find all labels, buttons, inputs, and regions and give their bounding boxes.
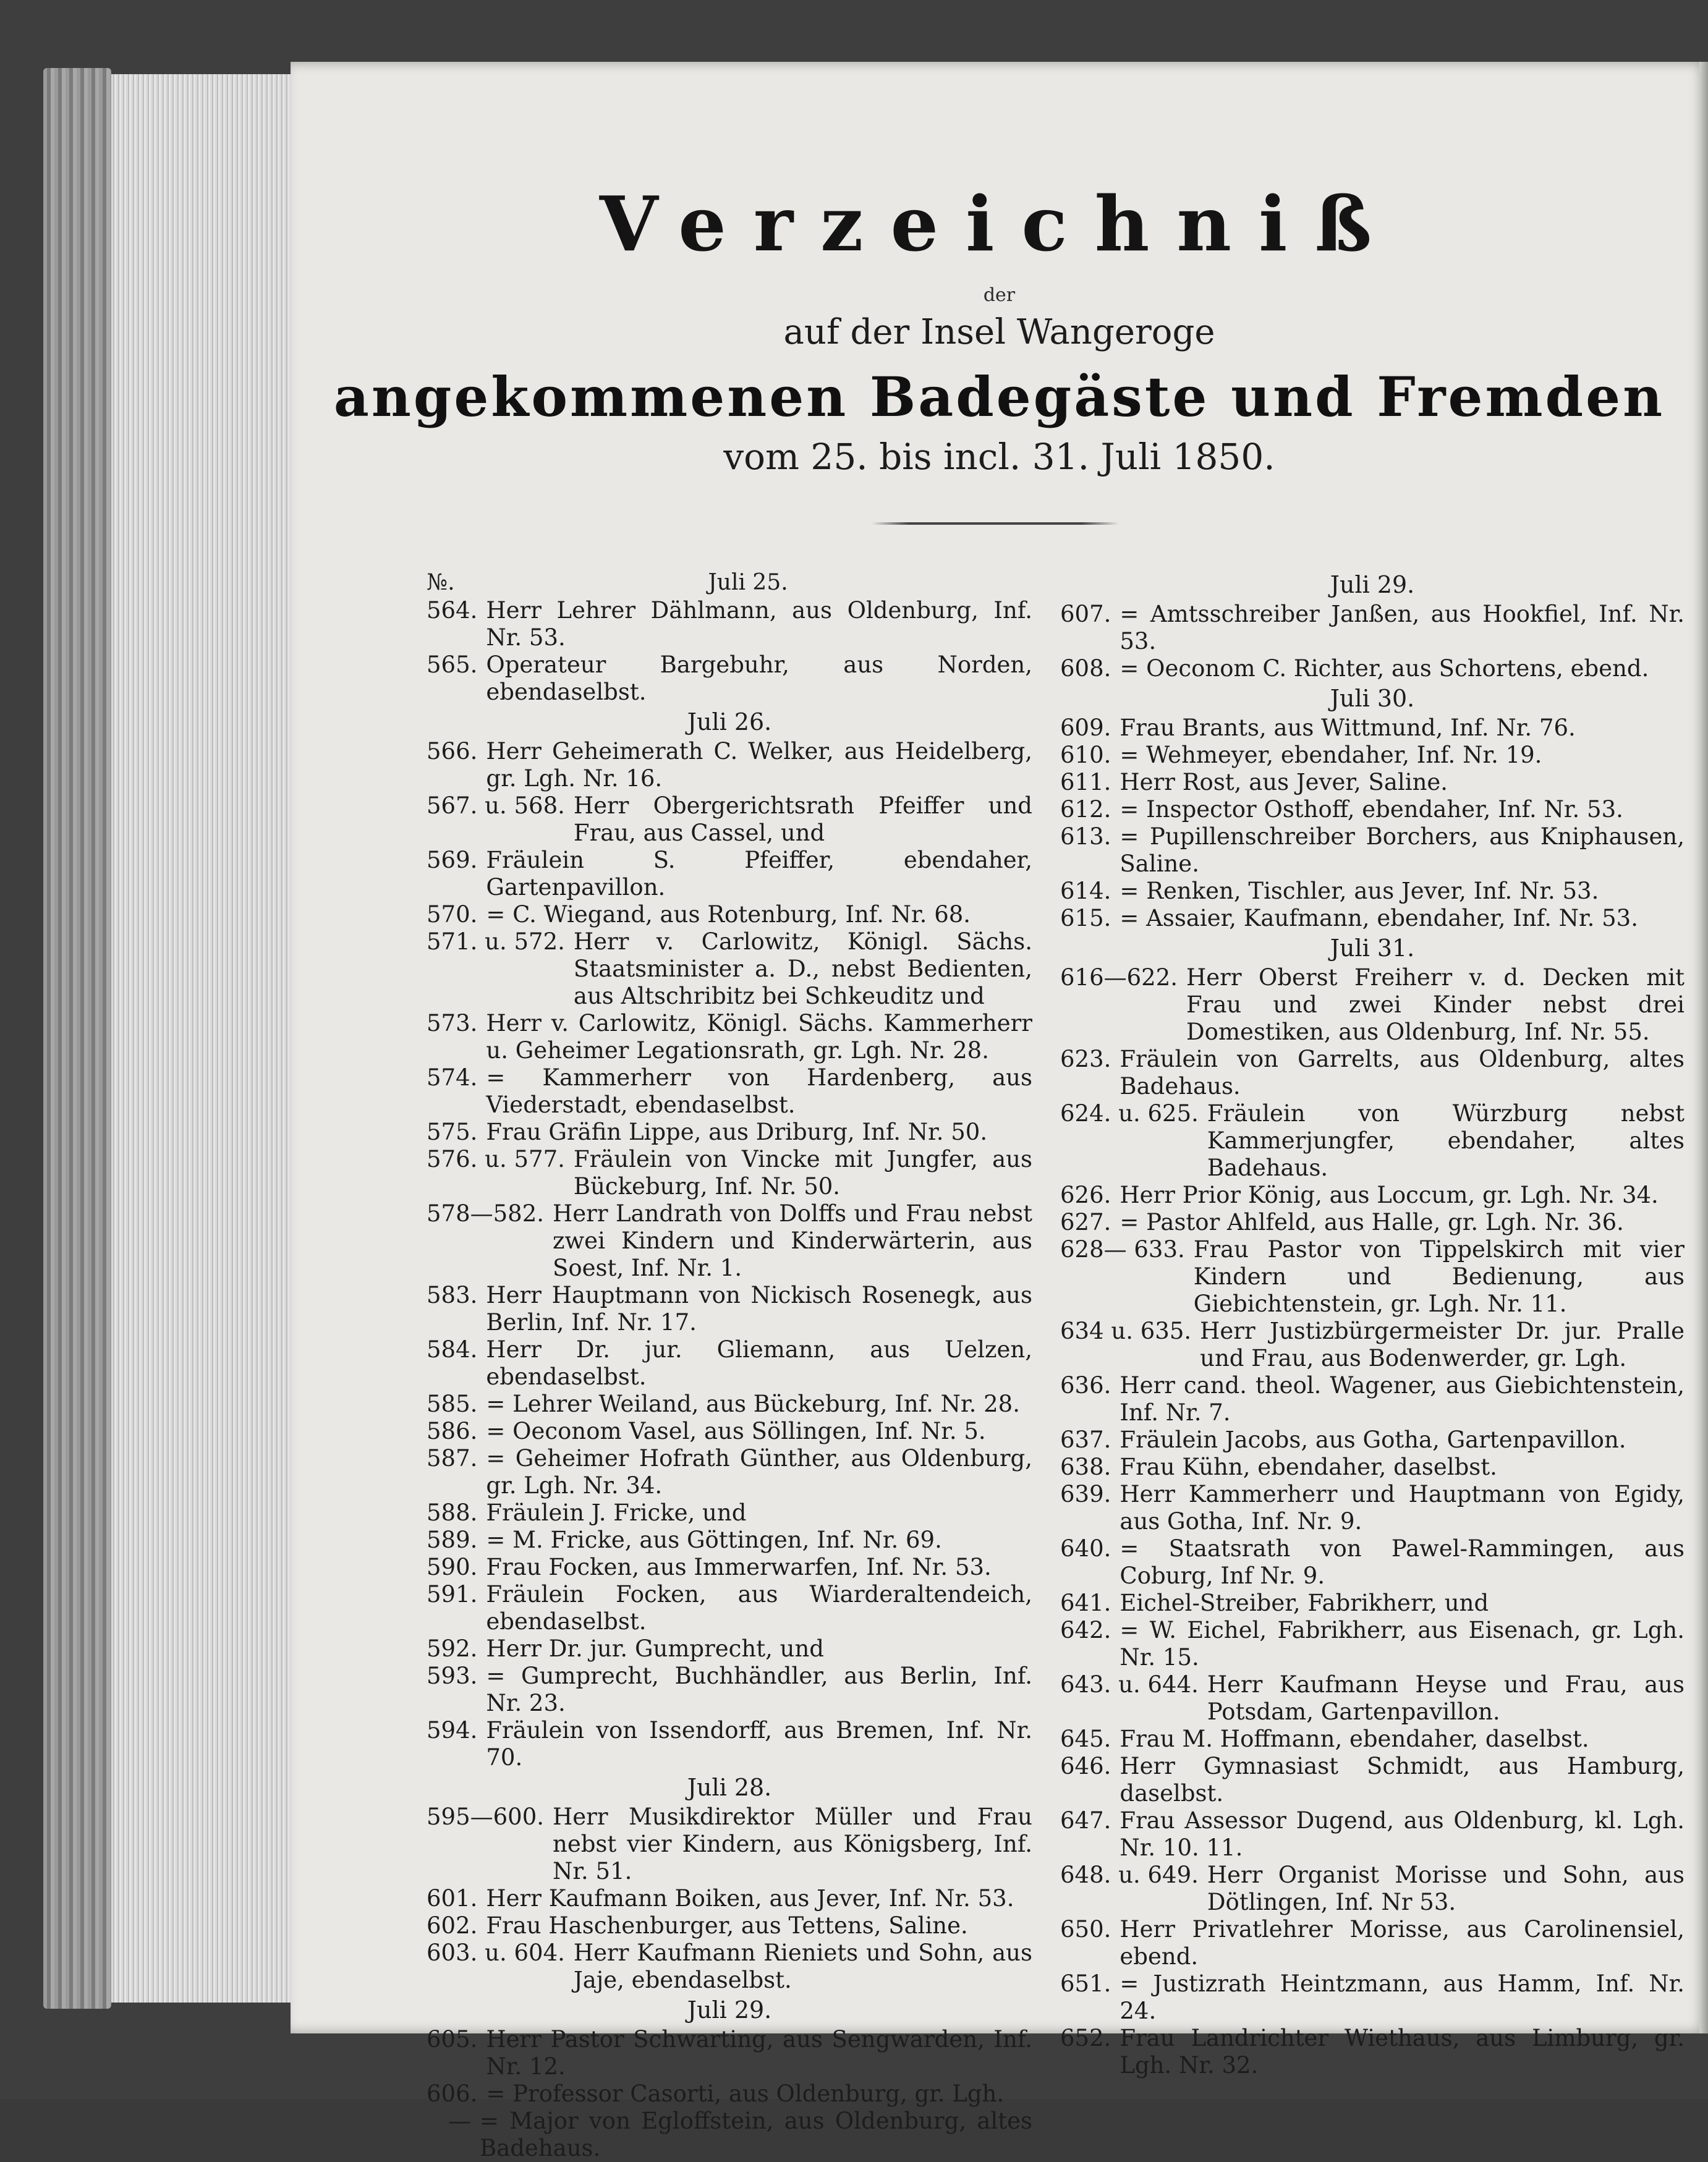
header-divider [872,522,1119,525]
entry-text: Herr Obergerichtsrath Pfeiffer und Frau, aus Cassel, und [573,792,1032,846]
number-column-label: №. [427,570,455,595]
entry-number: — [448,2108,471,2134]
guest-entry [1060,2025,1685,2079]
guest-entry [1060,1372,1685,1426]
guest-entry [427,1581,1032,1635]
date-heading: Juli 28. [687,1774,772,1801]
entry-text: Fräulein von Garrelts, aus Oldenburg, altes Badehaus. [1120,1046,1685,1100]
guest-list-left [427,597,1032,2162]
entry-number: 569. [427,847,478,873]
guest-entry [427,2080,1032,2108]
entry-text: Herr v. Carlowitz, Königl. Sächs. Staatsminister a. D., nebst Bedienten, aus Altschribitz bei Schkeuditz und [573,928,1032,1009]
guest-entry [1060,1916,1685,1970]
entry-number: 587. [427,1445,478,1472]
guest-entry [427,1200,1032,1282]
entry-text: Herr Musikdirektor Müller und Frau nebst vier Kindern, aus Königsberg, Inf. Nr. 51. [553,1804,1032,1884]
entry-number: 609. [1060,714,1111,741]
guest-entry [1060,1046,1685,1100]
entry-number: 601. [427,1885,478,1912]
entry-text: Herr Oberst Freiherr v. d. Decken mit Frau und zwei Kinder nebst drei Domestiken, aus Oldenburg, Inf. Nr. 55. [1186,964,1685,1045]
entry-text: Frau Haschenburger, aus Tettens, Saline. [486,1912,968,1939]
entry-number: 573. [427,1010,478,1036]
entry-text: = Geheimer Hofrath Günther, aus Oldenburg, gr. Lgh. Nr. 34. [486,1445,1032,1499]
entry-number: 588. [427,1499,478,1526]
guest-entry [427,1663,1032,1717]
entry-text: = Inspector Osthoff, ebendaher, Inf. Nr. 53. [1120,796,1623,823]
guest-entry [1060,1753,1685,1807]
entry-number: 602. [427,1912,478,1939]
entry-number: 603. u. 604. [427,1939,565,1966]
entry-number: 640. [1060,1535,1111,1562]
entry-number: 613. [1060,823,1111,850]
entry-number: 650. [1060,1916,1111,1943]
entry-text: Herr Kaufmann Boiken, aus Jever, Inf. Nr. 53. [486,1885,1014,1912]
entry-number: 576. u. 577. [427,1146,565,1172]
entry-number: 594. [427,1717,478,1744]
entry-text: Fräulein von Würzburg nebst Kammerjungfer, ebendaher, altes Badehaus. [1207,1100,1685,1181]
entry-number: 627. [1060,1209,1111,1236]
entry-text: Herr Organist Morisse und Sohn, aus Dötlingen, Inf. Nr 53. [1207,1862,1685,1915]
entry-number: 624. u. 625. [1060,1100,1199,1127]
guest-entry [427,928,1032,1010]
entry-text: = Oeconom C. Richter, aus Schortens, ebend. [1120,655,1649,682]
entry-number: 648. u. 649. [1060,1862,1199,1888]
guest-entry [427,1119,1032,1146]
entry-number: 578—582. [427,1200,545,1227]
entry-text: Fräulein Focken, aus Wiarderaltendeich, ebendaselbst. [486,1581,1032,1635]
guest-entry [1060,1590,1685,1617]
entry-number: 567. u. 568. [427,792,565,819]
entry-text: Herr Privatlehrer Morisse, aus Carolinensiel, ebend. [1120,1916,1685,1970]
page-edges [111,74,297,2003]
entry-number: 641. [1060,1590,1111,1616]
entry-text: = Professor Casorti, aus Oldenburg, gr. Lgh. [486,2080,1005,2107]
left-column-head [427,569,1032,597]
guest-entry [427,1064,1032,1119]
guest-entry [427,1418,1032,1445]
entry-text: = Assaier, Kaufmann, ebendaher, Inf. Nr. 53. [1120,905,1638,931]
guest-entry [427,1527,1032,1554]
entry-number: 616—622. [1060,964,1178,991]
entry-number: 575. [427,1119,478,1145]
entry-text: Herr Gymnasiast Schmidt, aus Hamburg, daselbst. [1120,1753,1685,1807]
guest-entry [1060,1100,1685,1182]
entry-number: 612. [1060,796,1111,823]
entry-text: Fräulein J. Fricke, und [486,1499,747,1526]
entry-number: 634 u. 635. [1060,1318,1192,1344]
page-right-edge [1699,62,1708,2033]
guest-entry [427,1391,1032,1418]
entry-text: Herr cand. theol. Wagener, aus Giebichtenstein, Inf. Nr. 7. [1120,1372,1685,1426]
entry-number: 651. [1060,1970,1111,1997]
entry-number: 608. [1060,655,1111,682]
title-subline-guests: angekommenen Badegäste und Fremden [333,365,1665,429]
date-heading: Juli 25. [708,570,788,595]
entry-text: = Kammerherr von Hardenberg, aus Viederstadt, ebendaselbst. [486,1064,1032,1118]
guest-entry [1060,878,1685,905]
entry-number: 626. [1060,1182,1111,1208]
entry-number: 623. [1060,1046,1111,1072]
date-heading: Juli 26. [687,708,772,736]
entry-text: = Justizrath Heintzmann, aus Hamm, Inf. Nr. 24. [1120,1970,1685,2024]
guest-entry [1060,1182,1685,1209]
entry-number: 610. [1060,742,1111,768]
entry-number: 638. [1060,1454,1111,1480]
entry-number: 592. [427,1635,478,1662]
entry-number: 565. [427,651,478,678]
entry-text: = Gumprecht, Buchhändler, aus Berlin, Inf. Nr. 23. [486,1663,1032,1716]
guest-entry [1060,905,1685,932]
entry-number: 646. [1060,1753,1111,1779]
entry-number: 585. [427,1391,478,1417]
book-spine [43,68,111,2009]
entry-number: 611. [1060,769,1111,795]
entry-text: Herr Dr. jur. Gumprecht, und [486,1635,824,1662]
entry-text: Fräulein von Issendorff, aus Bremen, Inf. Nr. 70. [486,1717,1032,1771]
guest-entry [427,1717,1032,1771]
entry-text: Herr Kaufmann Rieniets und Sohn, aus Jaje, ebendaselbst. [573,1939,1032,1993]
title-subline-island: auf der Insel Wangeroge [783,312,1215,352]
entry-text: = Staatsrath von Pawel-Rammingen, aus Coburg, Inf Nr. 9. [1120,1535,1685,1589]
entry-text: Herr Kammerherr und Hauptmann von Egidy, aus Gotha, Inf. Nr. 9. [1120,1481,1685,1535]
page-title: Verzeichniß [599,179,1400,268]
entry-text: Herr Landrath von Dolffs und Frau nebst zwei Kindern und Kinderwärterin, aus Soest, Inf. Nr. 1. [553,1200,1032,1281]
entry-number: 637. [1060,1426,1111,1453]
entry-text: = Pastor Ahlfeld, aus Halle, gr. Lgh. Nr. 36. [1120,1209,1624,1236]
entry-text: Frau M. Hoffmann, ebendaher, daselbst. [1120,1726,1589,1752]
entry-number: 589. [427,1527,478,1553]
entry-text: = Major von Egloffstein, aus Oldenburg, altes Badehaus. [480,2108,1032,2161]
entry-number: 566. [427,738,478,765]
entry-number: 570. [427,901,478,928]
entry-number: 593. [427,1663,478,1689]
guest-entry [1060,769,1685,796]
entry-text: Herr Pastor Schwarting, aus Sengwarden, Inf. Nr. 12. [486,2026,1032,2080]
guest-entry [1060,601,1685,655]
entry-number: 606. [427,2080,478,2107]
guest-entry [427,847,1032,901]
entry-number: 591. [427,1581,478,1608]
guest-entry [427,738,1032,792]
entry-text: Frau Brants, aus Wittmund, Inf. Nr. 76. [1120,714,1576,741]
date-heading: Juli 31. [1330,935,1415,962]
entry-text: Herr Lehrer Dählmann, aus Oldenburg, Inf. Nr. 53. [486,597,1032,651]
entry-text: = Oeconom Vasel, aus Söllingen, Inf. Nr. 5. [486,1418,986,1444]
entry-number: 583. [427,1282,478,1308]
guest-entry [427,1939,1032,1994]
entry-number: 642. [1060,1617,1111,1643]
entry-text: = Wehmeyer, ebendaher, Inf. Nr. 19. [1120,742,1542,768]
guest-entry [1060,1970,1685,2025]
entry-text: = M. Fricke, aus Göttingen, Inf. Nr. 69. [486,1527,942,1553]
guest-entry [427,792,1032,847]
entry-number: 571. u. 572. [427,928,565,955]
guest-entry [427,651,1032,706]
title-date-range: vom 25. bis incl. 31. Juli 1850. [723,436,1275,478]
entry-number: 586. [427,1418,478,1444]
entry-text: Eichel-Streiber, Fabrikherr, und [1120,1590,1489,1616]
entry-text: Fräulein S. Pfeiffer, ebendaher, Gartenpavillon. [486,847,1032,901]
guest-entry [1060,1426,1685,1454]
guest-entry [1060,1535,1685,1590]
guest-entry [427,1804,1032,1885]
guest-entry [427,1554,1032,1581]
guest-entry [1060,655,1685,682]
entry-text: Frau Assessor Dugend, aus Oldenburg, kl. Lgh. Nr. 10. 11. [1120,1807,1685,1861]
entry-number: 605. [427,2026,478,2053]
guest-entry [427,2108,1032,2162]
guest-entry [427,901,1032,928]
guest-entry [427,1146,1032,1200]
guest-entry [1060,964,1685,1046]
entry-number: 595—600. [427,1804,545,1830]
entry-number: 574. [427,1064,478,1091]
guest-entry [427,1635,1032,1663]
date-heading: Juli 29. [1330,571,1415,598]
entry-text: Herr Rost, aus Jever, Saline. [1120,769,1448,795]
entry-number: 647. [1060,1807,1111,1834]
right-column [1060,569,1685,2079]
guest-entry [427,1912,1032,1939]
guest-entry [1060,1671,1685,1726]
entry-number: 636. [1060,1372,1111,1399]
entry-text: Frau Focken, aus Immerwarfen, Inf. Nr. 53. [486,1554,992,1580]
guest-entry [1060,1209,1685,1236]
entry-text: Herr Dr. jur. Gliemann, aus Uelzen, ebendaselbst. [486,1336,1032,1390]
entry-text: Operateur Bargebuhr, aus Norden, ebendaselbst. [486,651,1032,705]
guest-entry [1060,1236,1685,1318]
guest-entry [1060,1617,1685,1671]
date-heading: Juli 30. [1330,685,1415,712]
left-column [427,569,1032,2162]
guest-list-right [1060,601,1685,2079]
guest-entry [1060,796,1685,823]
entry-number: 643. u. 644. [1060,1671,1199,1698]
entry-text: Herr Kaufmann Heyse und Frau, aus Potsdam, Gartenpavillon. [1207,1671,1685,1725]
entry-text: Frau Landrichter Wiethaus, aus Limburg, gr. Lgh. Nr. 32. [1120,2025,1685,2079]
entry-number: 564. [427,597,478,624]
entry-text: = Lehrer Weiland, aus Bückeburg, Inf. Nr. 28. [486,1391,1020,1417]
page-header [291,62,1708,494]
date-heading: Juli 29. [687,1996,772,2024]
guest-entry [1060,1454,1685,1481]
entry-number: 615. [1060,905,1111,931]
entry-number: 639. [1060,1481,1111,1507]
entry-text: Fräulein Jacobs, aus Gotha, Gartenpavillon. [1120,1426,1626,1453]
guest-entry [1060,1807,1685,1862]
entry-text: Frau Kühn, ebendaher, daselbst. [1120,1454,1497,1480]
entry-text: Frau Gräfin Lippe, aus Driburg, Inf. Nr. 50. [486,1119,988,1145]
guest-entry [427,1010,1032,1064]
entry-text: = W. Eichel, Fabrikherr, aus Eisenach, gr. Lgh. Nr. 15. [1120,1617,1685,1671]
entry-text: Herr Prior König, aus Loccum, gr. Lgh. Nr. 34. [1120,1182,1659,1208]
entry-number: 614. [1060,878,1111,904]
guest-entry [1060,823,1685,878]
guest-entry [1060,742,1685,769]
entry-text: Frau Pastor von Tippelskirch mit vier Kindern und Bedienung, aus Giebichtenstein, gr. Lgh. Nr. 11. [1193,1236,1685,1317]
guest-entry [1060,714,1685,742]
guest-entry [427,597,1032,651]
entry-number: 628— 633. [1060,1236,1185,1263]
entry-text: Fräulein von Vincke mit Jungfer, aus Bückeburg, Inf. Nr. 50. [573,1146,1032,1200]
entry-text: Herr v. Carlowitz, Königl. Sächs. Kammerherr u. Geheimer Legationsrath, gr. Lgh. Nr. 28. [486,1010,1032,1064]
title-der: der [983,284,1016,306]
entry-text: = Amtsschreiber Janßen, aus Hookfiel, Inf. Nr. 53. [1120,601,1685,655]
entry-text: = C. Wiegand, aus Rotenburg, Inf. Nr. 68. [486,901,971,928]
entry-number: 584. [427,1336,478,1363]
entry-text: Herr Geheimerath C. Welker, aus Heidelberg, gr. Lgh. Nr. 16. [486,738,1032,792]
entry-text: = Pupillenschreiber Borchers, aus Kniphausen, Saline. [1120,823,1685,877]
guest-entry [1060,1726,1685,1753]
guest-entry [427,1885,1032,1912]
entry-number: 607. [1060,601,1111,627]
guest-entry [427,2026,1032,2080]
guest-entry [1060,1318,1685,1372]
entry-number: 590. [427,1554,478,1580]
entry-number: 645. [1060,1726,1111,1752]
guest-entry [427,1336,1032,1391]
entry-number: 652. [1060,2025,1111,2051]
guest-entry [427,1499,1032,1527]
guest-entry [427,1445,1032,1499]
entry-text: Herr Justizbürgermeister Dr. jur. Pralle und Frau, aus Bodenwerder, gr. Lgh. [1200,1318,1685,1371]
guest-entry [427,1282,1032,1336]
book-page [291,62,1708,2161]
entry-text: Herr Hauptmann von Nickisch Rosenegk, aus Berlin, Inf. Nr. 17. [486,1282,1032,1336]
guest-entry [1060,1481,1685,1535]
guest-entry [1060,1862,1685,1916]
entry-text: = Renken, Tischler, aus Jever, Inf. Nr. 53. [1120,878,1599,904]
